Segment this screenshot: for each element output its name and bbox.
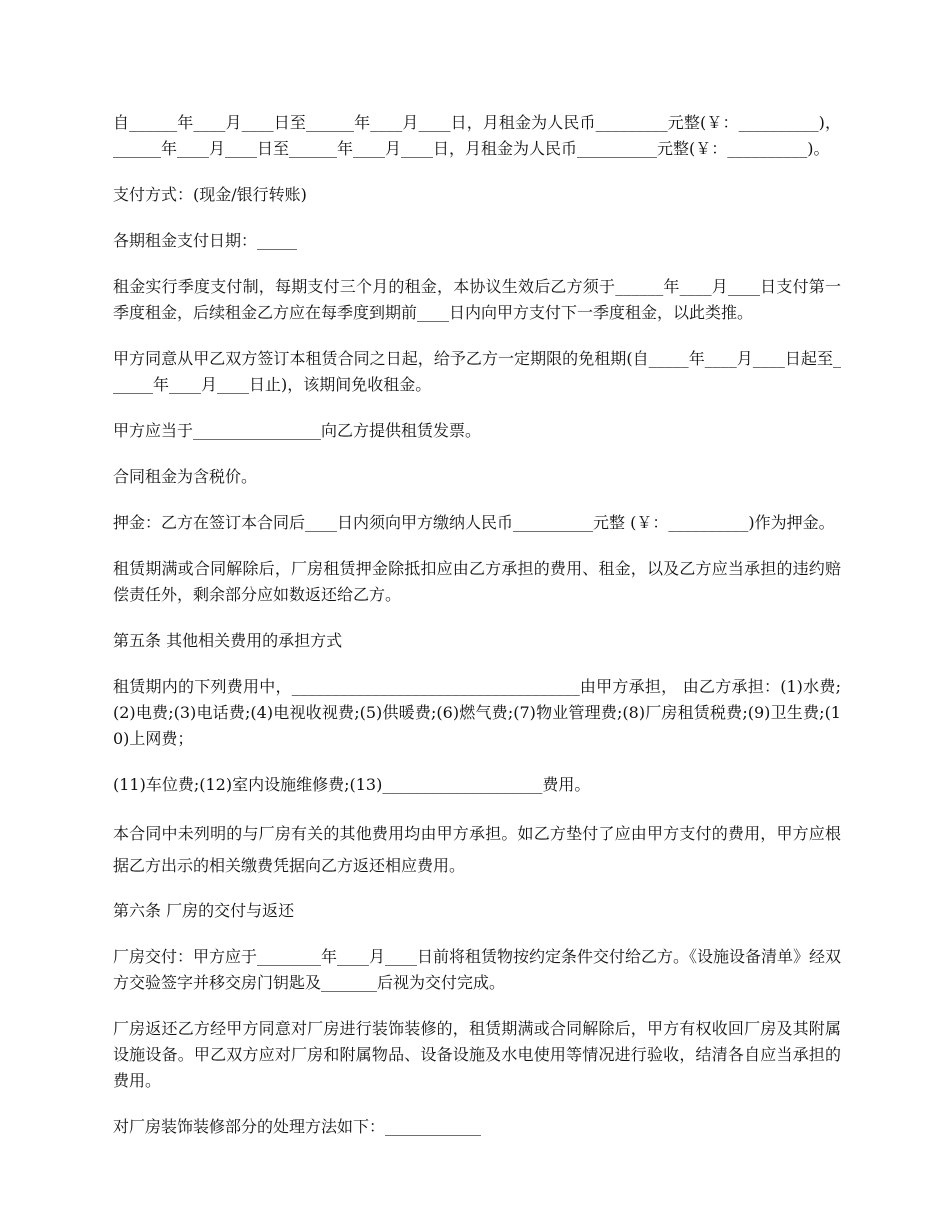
article-five-heading: 第五条 其他相关费用的承担方式 [113,631,343,650]
deposit-paragraph: 押金：乙方在签订本合同后____日内须向甲方缴纳人民币__________元整 (￥：__________)作为押金。 [113,513,835,532]
other-fees-paragraph: 本合同中未列明的与厂房有关的其他费用均由甲方承担。如乙方垫付了应由甲方支付的费用，甲方应根据乙方出示的相关缴费凭据向乙方返还相应费用。 [113,824,841,875]
fees-list-paragraph: 租赁期内的下列费用中，____________________________________由甲方承担， 由乙方承担：(1)水费;(2)电费;(3)电话费;(4)电视收视费;(5)供暖费;(6)燃气费;(7)物业管理费;(8)厂房租赁税费;(9)卫生费;(10)上网费； [113,677,841,748]
rent-period-paragraph: 自______年____月____日至______年____月____日，月租金为人民币_________元整(￥：__________)，______年____月____日至______年____月____日，月租金为人民币__________元整(￥：__________)。 [113,113,841,158]
invoice-paragraph: 甲方应当于________________向乙方提供租赁发票。 [113,421,482,440]
payment-method-paragraph: 支付方式：(现金/银行转账) [113,185,307,204]
tax-included-paragraph: 合同租金为含税价。 [113,467,258,486]
decoration-handling-paragraph: 对厂房装饰装修部分的处理方法如下：____________ [113,1117,482,1136]
deposit-return-paragraph: 租赁期满或合同解除后，厂房租赁押金除抵扣应由乙方承担的费用、租金，以及乙方应当承担的违约赔偿责任外，剩余部分应如数返还给乙方。 [113,559,841,604]
rent-free-period-paragraph: 甲方同意从甲乙双方签订本租赁合同之日起，给予乙方一定期限的免租期(自_____年____月____日起至______年____月____日止)，该期间免收租金。 [113,349,841,394]
return-paragraph: 厂房返还乙方经甲方同意对厂房进行装饰装修的，租赁期满或合同解除后，甲方有权收回厂房及其附属设施设备。甲乙双方应对厂房和附属物品、设备设施及水电使用等情况进行验收，结清各自应当承担的费用。 [113,1019,841,1090]
article-six-heading: 第六条 厂房的交付与返还 [113,901,295,920]
delivery-paragraph: 厂房交付：甲方应于________年____月____日前将租赁物按约定条件交付给乙方。《设施设备清单》经双方交验签字并移交房门钥匙及_______后视为交付完成。 [113,947,842,992]
payment-date-paragraph: 各期租金支付日期：_____ [113,231,298,250]
quarterly-payment-paragraph: 租金实行季度支付制，每期支付三个月的租金，本协议生效后乙方须于______年____月____日支付第一季度租金，后续租金乙方应在每季度到期前____日内向甲方支付下一季度租金，以此类推。 [113,277,841,322]
document-page [113,110,841,1160]
fees-list-continued-paragraph: (11)车位费;(12)室内设施维修费;(13)____________________费用。 [113,775,591,794]
